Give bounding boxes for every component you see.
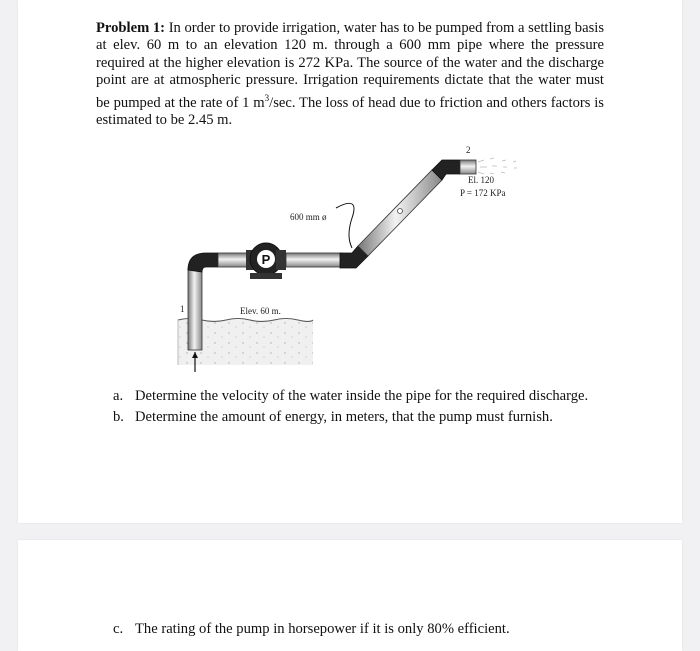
point-1-label: 1 xyxy=(180,304,185,314)
elev-high-label: El. 120 xyxy=(468,175,494,185)
water-spray xyxy=(478,158,517,174)
question-b-label: b. xyxy=(113,409,124,426)
question-c-label: c. xyxy=(113,621,124,637)
point-2-label: 2 xyxy=(466,145,471,155)
pump xyxy=(246,243,286,279)
question-b-text: Determine the amount of energy, in meters, that the pump must furnish. xyxy=(135,409,553,426)
problem-heading: Problem 1: xyxy=(96,20,166,36)
pipe-diameter-label: 600 mm ø xyxy=(290,212,327,222)
pump-system-diagram xyxy=(170,140,560,385)
unit-superscript: 3 xyxy=(264,92,270,103)
elev-low-label: Elev. 60 m. xyxy=(240,306,281,316)
inlet-pipe xyxy=(218,253,248,267)
pressure-label: P = 172 KPa xyxy=(460,188,506,198)
outlet-pipe xyxy=(460,160,476,174)
inclined-pipe xyxy=(358,170,442,256)
question-a xyxy=(113,388,605,405)
problem-text: In order to provide irrigation, water has to be pumped from a settling basis at elev. 60 m to an elevation 120 m. through a 600 mm pipe where the pressure required at the higher elevation is 272 KPa. The source of the water and the discharge point are at atmospheric pressure. Irrigation requirements dictate that the water must be pumped at the rate of 1 m xyxy=(96,20,604,111)
question-c-text: The rating of the pump in horsepower if it is only 80% efficient. xyxy=(135,621,510,637)
pump-letter: P xyxy=(261,252,271,267)
pipe-label-leader xyxy=(336,203,354,248)
question-a-text: Determine the velocity of the water inside the pipe for the required discharge. xyxy=(135,388,589,404)
question-a-label: a. xyxy=(113,388,124,404)
discharge-pipe xyxy=(286,253,342,267)
question-list xyxy=(113,388,605,431)
problem-statement xyxy=(96,20,604,129)
problem-text-end: /sec. The loss of head due to friction and others factors is estimated to be 2.45 m. xyxy=(96,94,604,128)
suction-elbow xyxy=(188,253,218,272)
question-b xyxy=(113,409,605,426)
question-c xyxy=(113,621,613,638)
